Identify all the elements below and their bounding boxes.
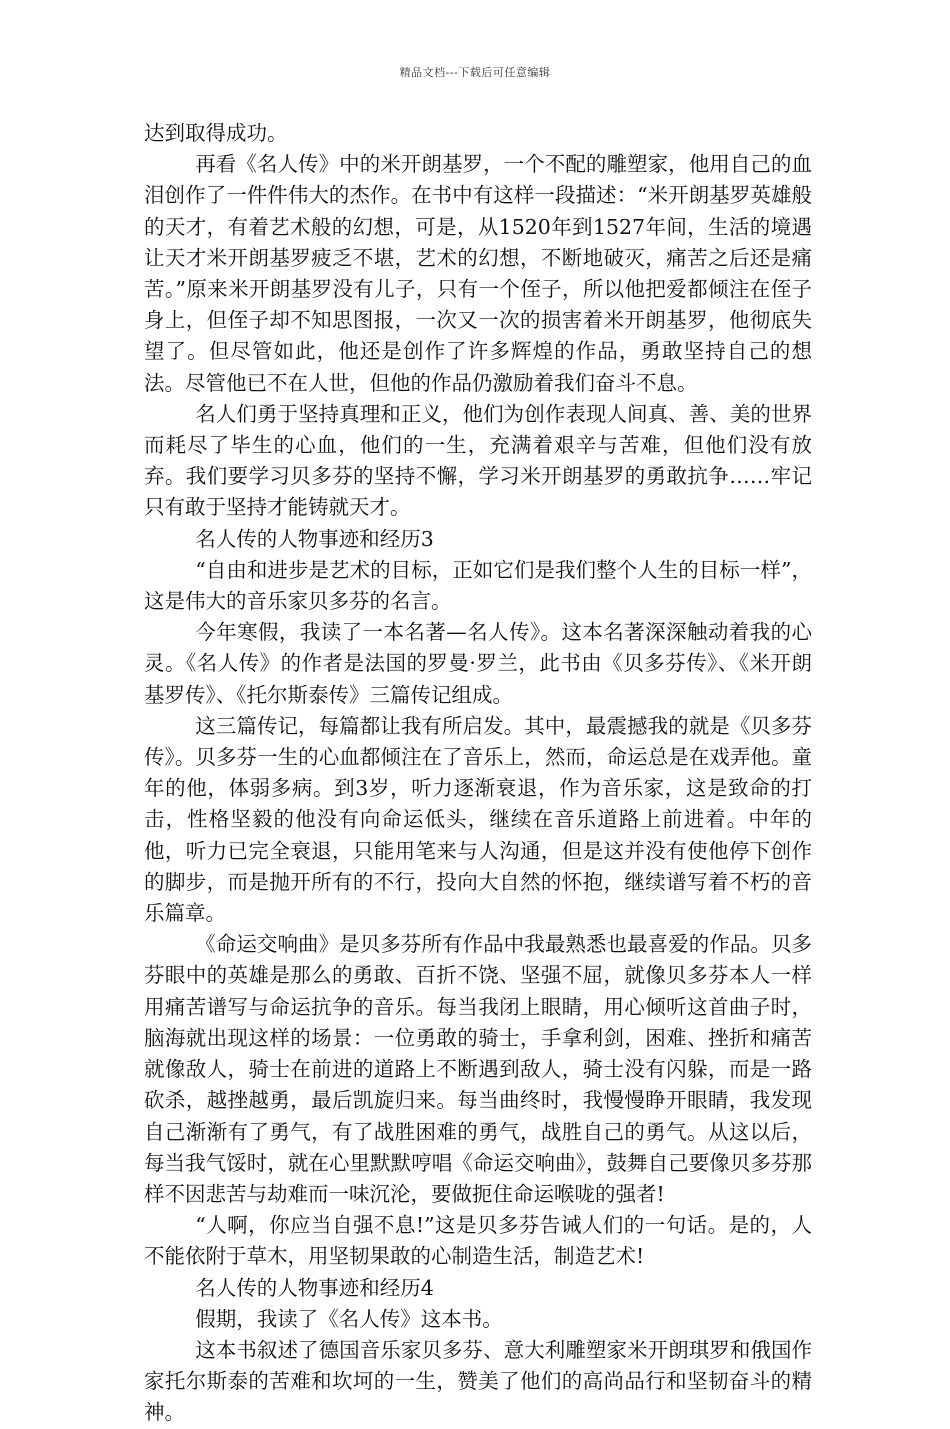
paragraph: 再看《名人传》中的米开朗基罗，一个不配的雕塑家，他用自己的血泪创作了一件件伟大的杰作。在书中有这样一段描述：“米开朗基罗英雄般的天才，有着艺术般的幻想，可是，从1520年到1527年间，生活的境遇让天才米开朗基罗疲乏不堪，艺术的幻想，不断地破灭，痛苦之后还是痛苦。”原来米开朗基罗没有儿子，只有一个侄子，所以他把爱都倾注在侄子身上，但侄子却不知思图报，一次又一次的损害着米开朗基罗，他彻底失望了。但尽管如此，他还是创作了许多辉煌的作品，勇敢坚持自己的想法。尽管他已不在人世，但他的作品仍激励着我们奋斗不息。 <box>144 152 812 395</box>
paragraph: 假期，我读了《名人传》这本书。 <box>195 1306 503 1331</box>
paragraph: 《命运交响曲》是贝多芬所有作品中我最熟悉也最喜爱的作品。贝多芬眼中的英雄是那么的勇敢、百折不饶、坚强不屈，就像贝多芬本人一样用痛苦谱写与命运抗争的音乐。每当我闭上眼睛，用心倾听这首曲子时，脑海就出现这样的场景：一位勇敢的骑士，手拿利剑，困难、挫折和痛苦就像敌人，骑士在前进的道路上不断遇到敌人，骑士没有闪躲，而是一路砍杀，越挫越勇，最后凯旋归来。每当曲终时，我慢慢睁开眼睛，我发现自己渐渐有了勇气，有了战胜困难的勇气，战胜自己的勇气。从这以后，每当我气馁时，就在心里默默哼唱《命运交响曲》，鼓舞自己要像贝多芬那样不因悲苦与劫难而一味沉沦，要做扼住命运喉咙的强者! <box>144 932 812 1206</box>
paragraph: “人啊，你应当自强不息!”这是贝多芬告诫人们的一句话。是的，人不能依附于草木，用坚韧果敢的心制造生活，制造艺术! <box>144 1213 812 1269</box>
document-body <box>144 118 812 1429</box>
section-heading: 名人传的人物事迹和经历4 <box>195 1275 434 1300</box>
page-header: 精品文档---下载后可任意编辑 <box>399 66 551 79</box>
paragraph: 今年寒假，我读了一本名著—名人传》。这本名著深深触动着我的心灵。《名人传》的作者是法国的罗曼·罗兰，此书由《贝多芬传》、《米开朗基罗传》、《托尔斯泰传》三篇传记组成。 <box>144 620 812 707</box>
paragraph: 名人们勇于坚持真理和正义，他们为创作表现人间真、善、美的世界而耗尽了毕生的心血，他们的一生，充满着艰辛与苦难，但他们没有放弃。我们要学习贝多芬的坚持不懈，学习米开朗基罗的勇敢抗争……牢记只有敢于坚持才能铸就天才。 <box>144 401 812 520</box>
section-heading: 名人传的人物事迹和经历3 <box>195 526 434 551</box>
paragraph: “自由和进步是艺术的目标，正如它们是我们整个人生的目标一样”，这是伟大的音乐家贝多芬的名言。 <box>144 557 812 614</box>
paragraph: 达到取得成功。 <box>144 121 288 145</box>
paragraph: 这三篇传记，每篇都让我有所启发。其中，最震撼我的就是《贝多芬传》。贝多芬一生的心血都倾注在了音乐上，然而，命运总是在戏弄他。童年的他，体弱多病。到3岁，听力逐渐衰退，作为音乐家，这是致命的打击，性格坚毅的他没有向命运低头，继续在音乐道路上前进着。中年的他，听力已完全衰退，只能用笔来与人沟通，但是这并没有使他停下创作的脚步，而是抛开所有的不行，投向大自然的怀抱，继续谱写着不朽的音乐篇章。 <box>144 713 812 926</box>
paragraph: 这本书叙述了德国音乐家贝多芬、意大利雕塑家米开朗琪罗和俄国作家托尔斯泰的苦难和坎坷的一生，赞美了他们的高尚品行和坚韧奋斗的精神。 <box>144 1337 812 1425</box>
